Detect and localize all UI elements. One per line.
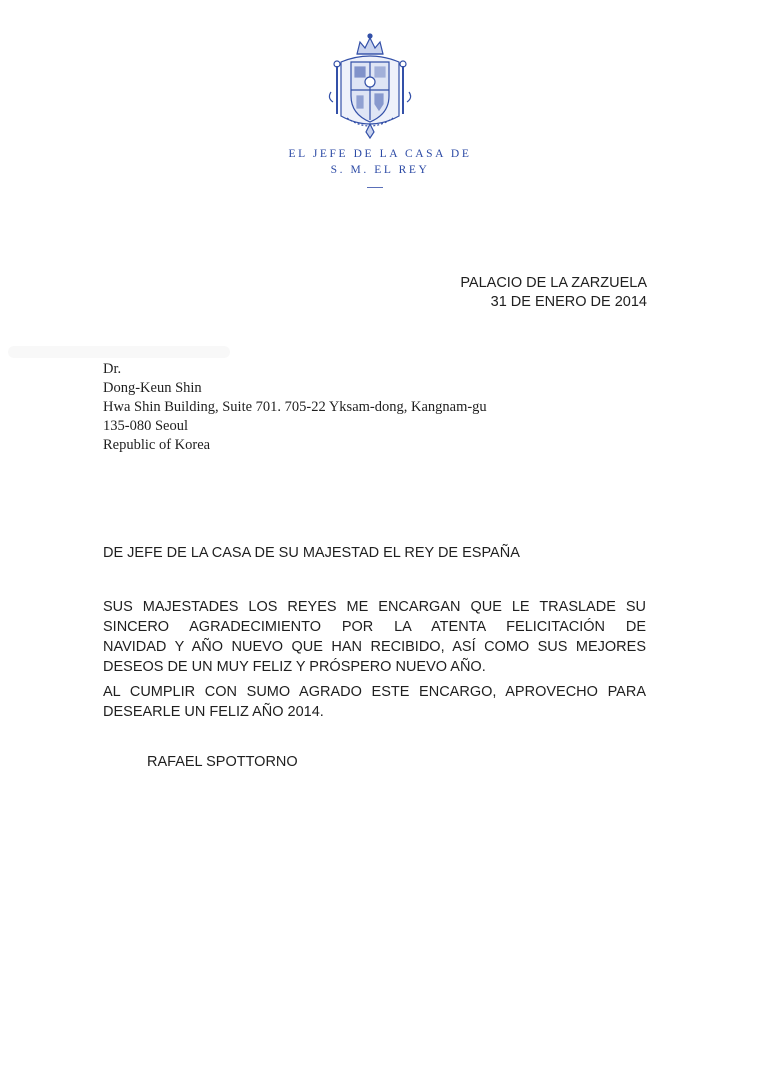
letter-heading: DE JEFE DE LA CASA DE SU MAJESTAD EL REY DE ESPAÑA <box>103 545 520 561</box>
letterhead-line-2: S. M. EL REY <box>330 164 430 176</box>
royal-coat-of-arms-icon <box>327 32 413 140</box>
paragraph-1-line: NAVIDAD Y AÑO NUEVO QUE HAN RECIBIDO, ASÍ COMO SUS MEJORES <box>103 639 646 655</box>
paragraph-1-line: DESEOS DE UN MUY FELIZ Y PRÓSPERO NUEVO AÑO. <box>103 659 486 675</box>
paragraph-1-line: SINCERO AGRADECIMIENTO POR LA ATENTA FELICITACIÓN DE <box>103 619 646 635</box>
recipient-title: Dr. <box>103 361 122 377</box>
paragraph-2 <box>103 682 646 722</box>
paragraph-2-line: AL CUMPLIR CON SUMO AGRADO ESTE ENCARGO, APROVECHO PARA <box>103 684 646 700</box>
place-and-date <box>460 274 647 312</box>
paragraph-1 <box>103 597 646 677</box>
place: PALACIO DE LA ZARZUELA <box>460 275 647 291</box>
date: 31 DE ENERO DE 2014 <box>490 294 647 310</box>
recipient-address <box>103 360 487 455</box>
recipient-country: Republic of Korea <box>103 437 211 453</box>
recipient-name: Dong-Keun Shin <box>103 380 202 396</box>
letterhead-divider <box>367 187 383 188</box>
letterhead-line-1: EL JEFE DE LA CASA DE <box>288 148 472 160</box>
recipient-street: Hwa Shin Building, Suite 701. 705-22 Yksam-dong, Kangnam-gu <box>103 399 487 415</box>
scan-smudge <box>8 346 230 358</box>
paragraph-1-line: SUS MAJESTADES LOS REYES ME ENCARGAN QUE LE TRASLADE SU <box>103 599 646 615</box>
paragraph-2-line: DESEARLE UN FELIZ AÑO 2014. <box>103 704 324 720</box>
signature-name: RAFAEL SPOTTORNO <box>147 754 298 770</box>
recipient-postal-city: 135-080 Seoul <box>103 418 188 434</box>
